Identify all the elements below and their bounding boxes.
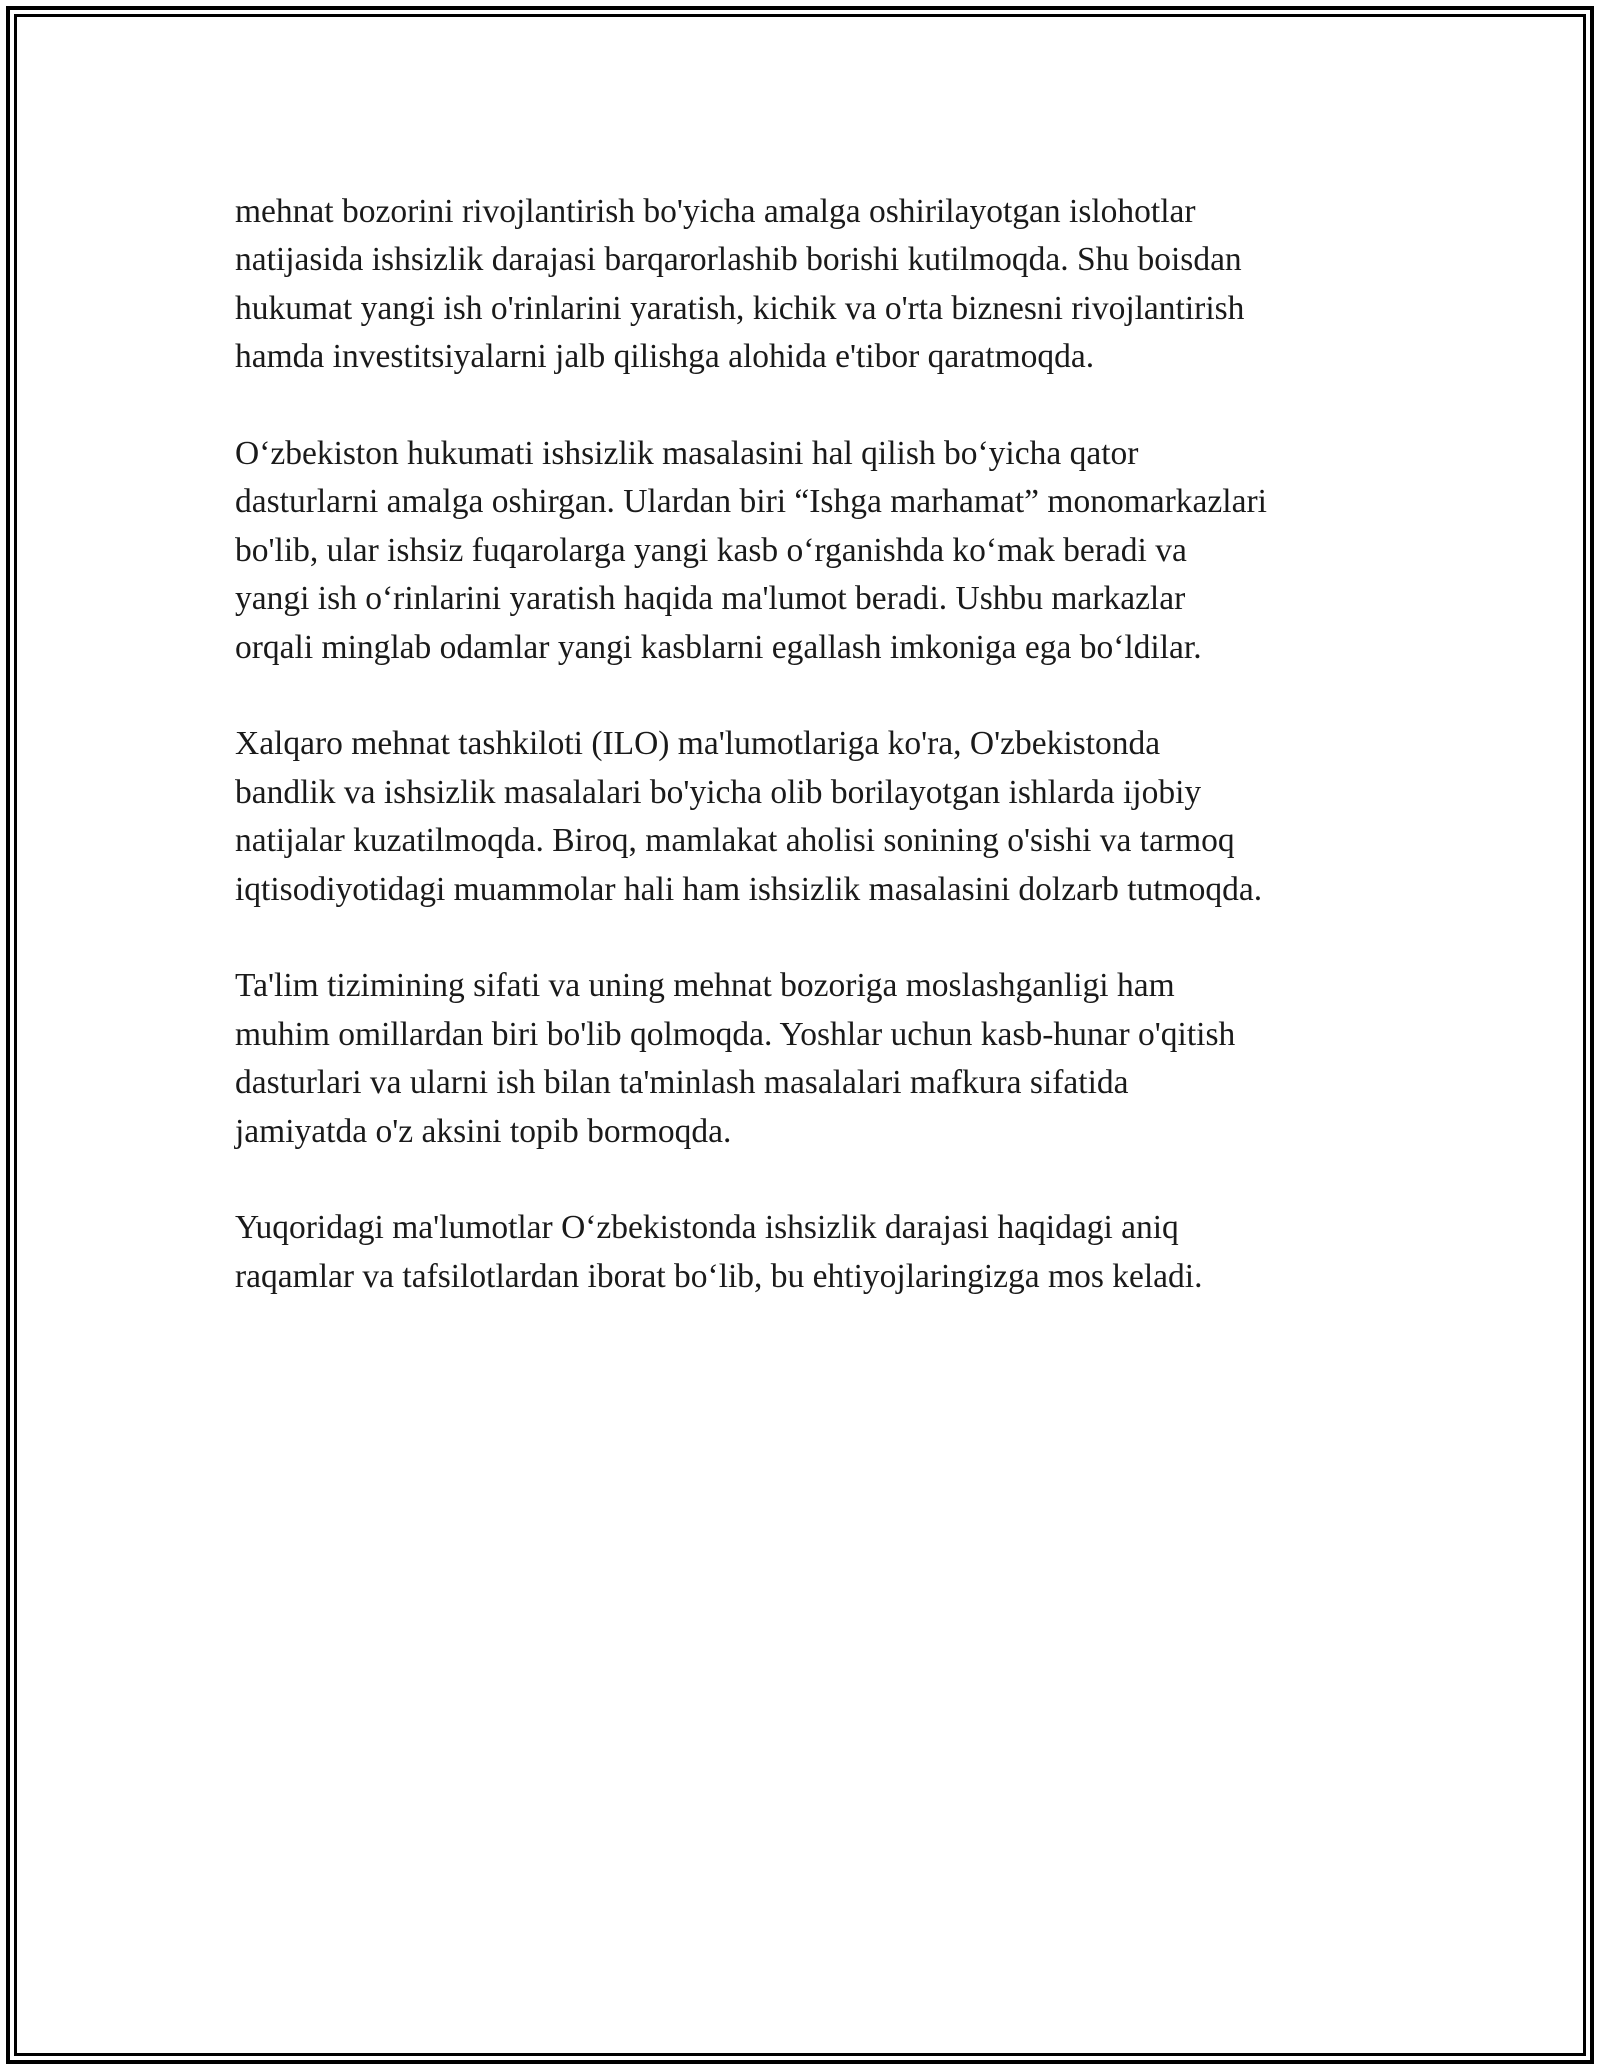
text-line: Xalqaro mehnat tashkiloti (ILO) ma'lumotlariga ko'ra, O'zbekistonda (235, 725, 1161, 763)
text-line: natijalar kuzatilmoqda. Biroq, mamlakat aholisi sonining o'sishi va tarmoq (235, 822, 1235, 860)
text-line: muhim omillardan biri bo'lib qolmoqda. Yoshlar uchun kasb-hunar o'qitish (235, 1015, 1236, 1053)
text-line: natijasida ishsizlik darajasi barqarorlashib borishi kutilmoqda. Shu boisdan (235, 241, 1242, 279)
text-line: iqtisodiyotidagi muammolar hali ham ishsizlik masalasini dolzarb tutmoqda. (235, 870, 1263, 908)
paragraph-4 (235, 962, 1395, 1156)
text-line: bo'lib, ular ishsiz fuqarolarga yangi kasb o‘rganishda ko‘mak beradi va (235, 531, 1187, 569)
paragraph-3 (235, 720, 1395, 914)
document-body (235, 188, 1395, 1350)
paragraph-5 (235, 1204, 1395, 1301)
text-line: mehnat bozorini rivojlantirish bo'yicha amalga oshirilayotgan islohotlar (235, 193, 1196, 230)
text-line: O‘zbekiston hukumati ishsizlik masalasini hal qilish bo‘yicha qator (235, 435, 1139, 473)
text-line: dasturlarni amalga oshirgan. Ulardan biri “Ishga marhamat” monomarkazlari (235, 483, 1267, 521)
text-line: dasturlari va ularni ish bilan ta'minlash masalalari mafkura sifatida (235, 1064, 1129, 1102)
paragraph-2 (235, 430, 1395, 672)
text-line: yangi ish o‘rinlarini yaratish haqida ma'lumot beradi. Ushbu markazlar (235, 580, 1186, 618)
text-line: bandlik va ishsizlik masalalari bo'yicha olib borilayotgan ishlarda ijobiy (235, 773, 1202, 811)
text-line: jamiyatda o'z aksini topib bormoqda. (235, 1112, 732, 1150)
text-line: orqali minglab odamlar yangi kasblarni egallash imkoniga ega bo‘ldilar. (235, 628, 1202, 666)
text-line: Yuqoridagi ma'lumotlar O‘zbekistonda ishsizlik darajasi haqidagi aniq (235, 1209, 1179, 1247)
text-line: hukumat yangi ish o'rinlarini yaratish, kichik va o'rta biznesni rivojlantirish (235, 289, 1245, 327)
text-line: raqamlar va tafsilotlardan iborat bo‘lib, bu ehtiyojlaringizga mos keladi. (235, 1257, 1203, 1295)
text-line: Ta'lim tizimining sifati va uning mehnat bozoriga moslashganligi ham (235, 967, 1175, 1005)
text-line: hamda investitsiyalarni jalb qilishga alohida e'tibor qaratmoqda. (235, 338, 1095, 376)
paragraph-1 (235, 188, 1395, 382)
